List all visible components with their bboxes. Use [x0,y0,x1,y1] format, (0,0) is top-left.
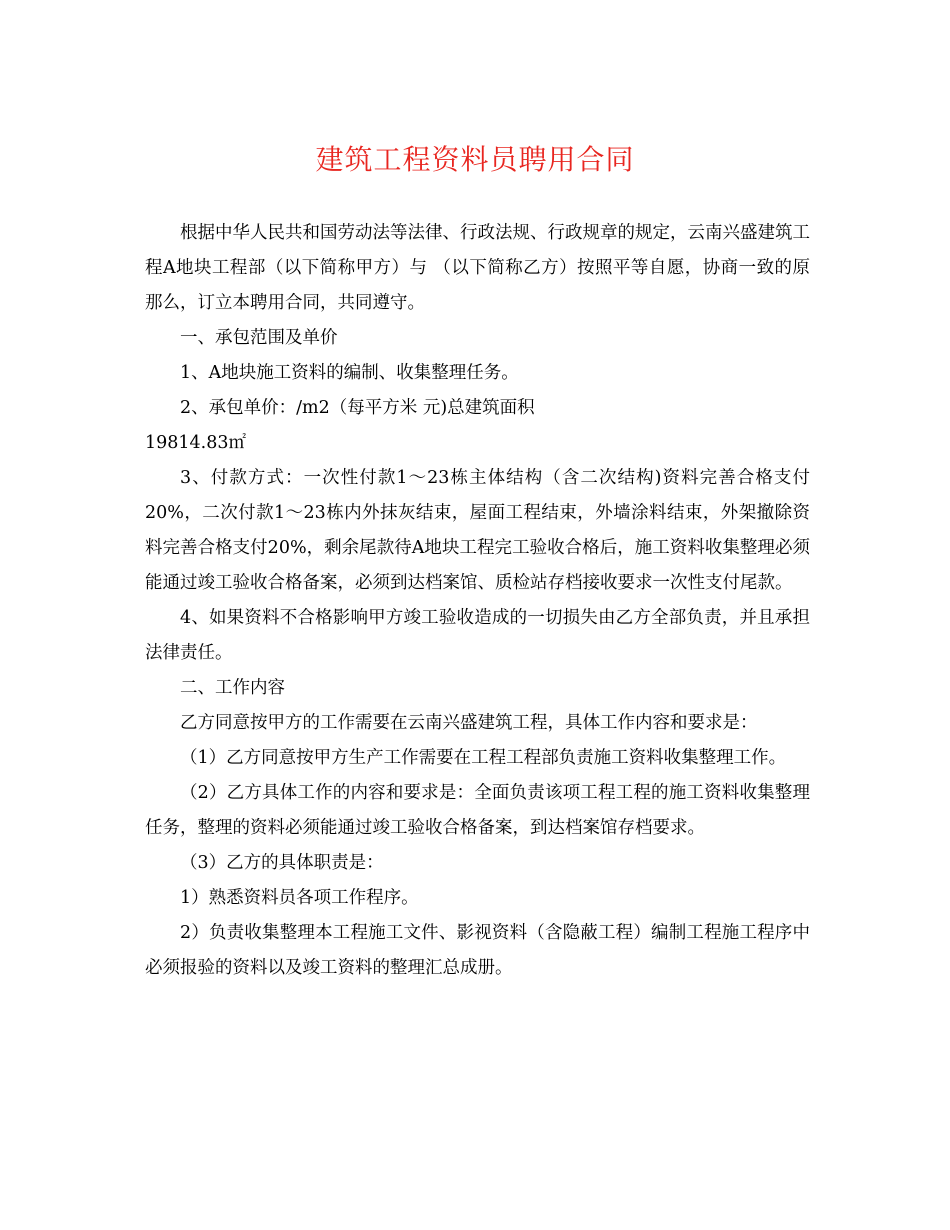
paragraph-duty-1: 1）熟悉资料员各项工作程序。 [180,888,419,908]
paragraph-work-intro: 乙方同意按甲方的工作需要在云南兴盛建筑工程，具体工作内容和要求是： [180,713,758,733]
paragraph-item-4: 4、如果资料不合格影响甲方竣工验收造成的一切损失由乙方全部负责，并且承担法律责任。 [145,608,810,663]
paragraph-preamble: 根据中华人民共和国劳动法等法律、行政法规、行政规章的规定，云南兴盛建筑工程A地块工程部（以下简称甲方）与 （以下简称乙方）按照平等自愿，协商一致的原那么，订立本聘用合同，共同遵守。 [145,223,810,313]
paragraph-work-1: （1）乙方同意按甲方生产工作需要在工程工程部负责施工资料收集整理工作。 [180,748,787,768]
paragraph-duty-2: 2）负责收集整理本工程施工文件、影视资料（含隐蔽工程）编制工程施工程序中必须报验的资料以及竣工资料的整理汇总成册。 [145,923,810,978]
section-heading-work: 二、工作内容 [180,678,285,698]
paragraph-item-3: 3、付款方式：一次性付款1～23栋主体结构（含二次结构)资料完善合格支付20%，二次付款1～23栋内外抹灰结束，屋面工程结束，外墙涂料结束，外架撤除资料完善合格支付20%，剩余尾款待A地块工程完工验收合格后，施工资料收集整理必须能通过竣工验收合格备案，必须到达档案馆、质检站存档接收要求一次性支付尾款。 [145,468,810,593]
document-title: 建筑工程资料员聘用合同 [315,143,635,176]
paragraph-area-value: 19814.83㎡ [145,433,247,453]
paragraph-item-1: 1、A地块施工资料的编制、收集整理任务。 [180,363,519,383]
paragraph-work-3: （3）乙方的具体职责是： [180,853,384,873]
section-heading-scope: 一、承包范围及单价 [180,328,338,348]
paragraph-work-2: （2）乙方具体工作的内容和要求是：全面负责该项工程工程的施工资料收集整理任务，整理的资料必须能通过竣工验收合格备案，到达档案馆存档要求。 [145,783,810,838]
document-body [145,216,810,986]
paragraph-item-2: 2、承包单价：/m2（每平方米 元)总建筑面积 [180,398,535,418]
